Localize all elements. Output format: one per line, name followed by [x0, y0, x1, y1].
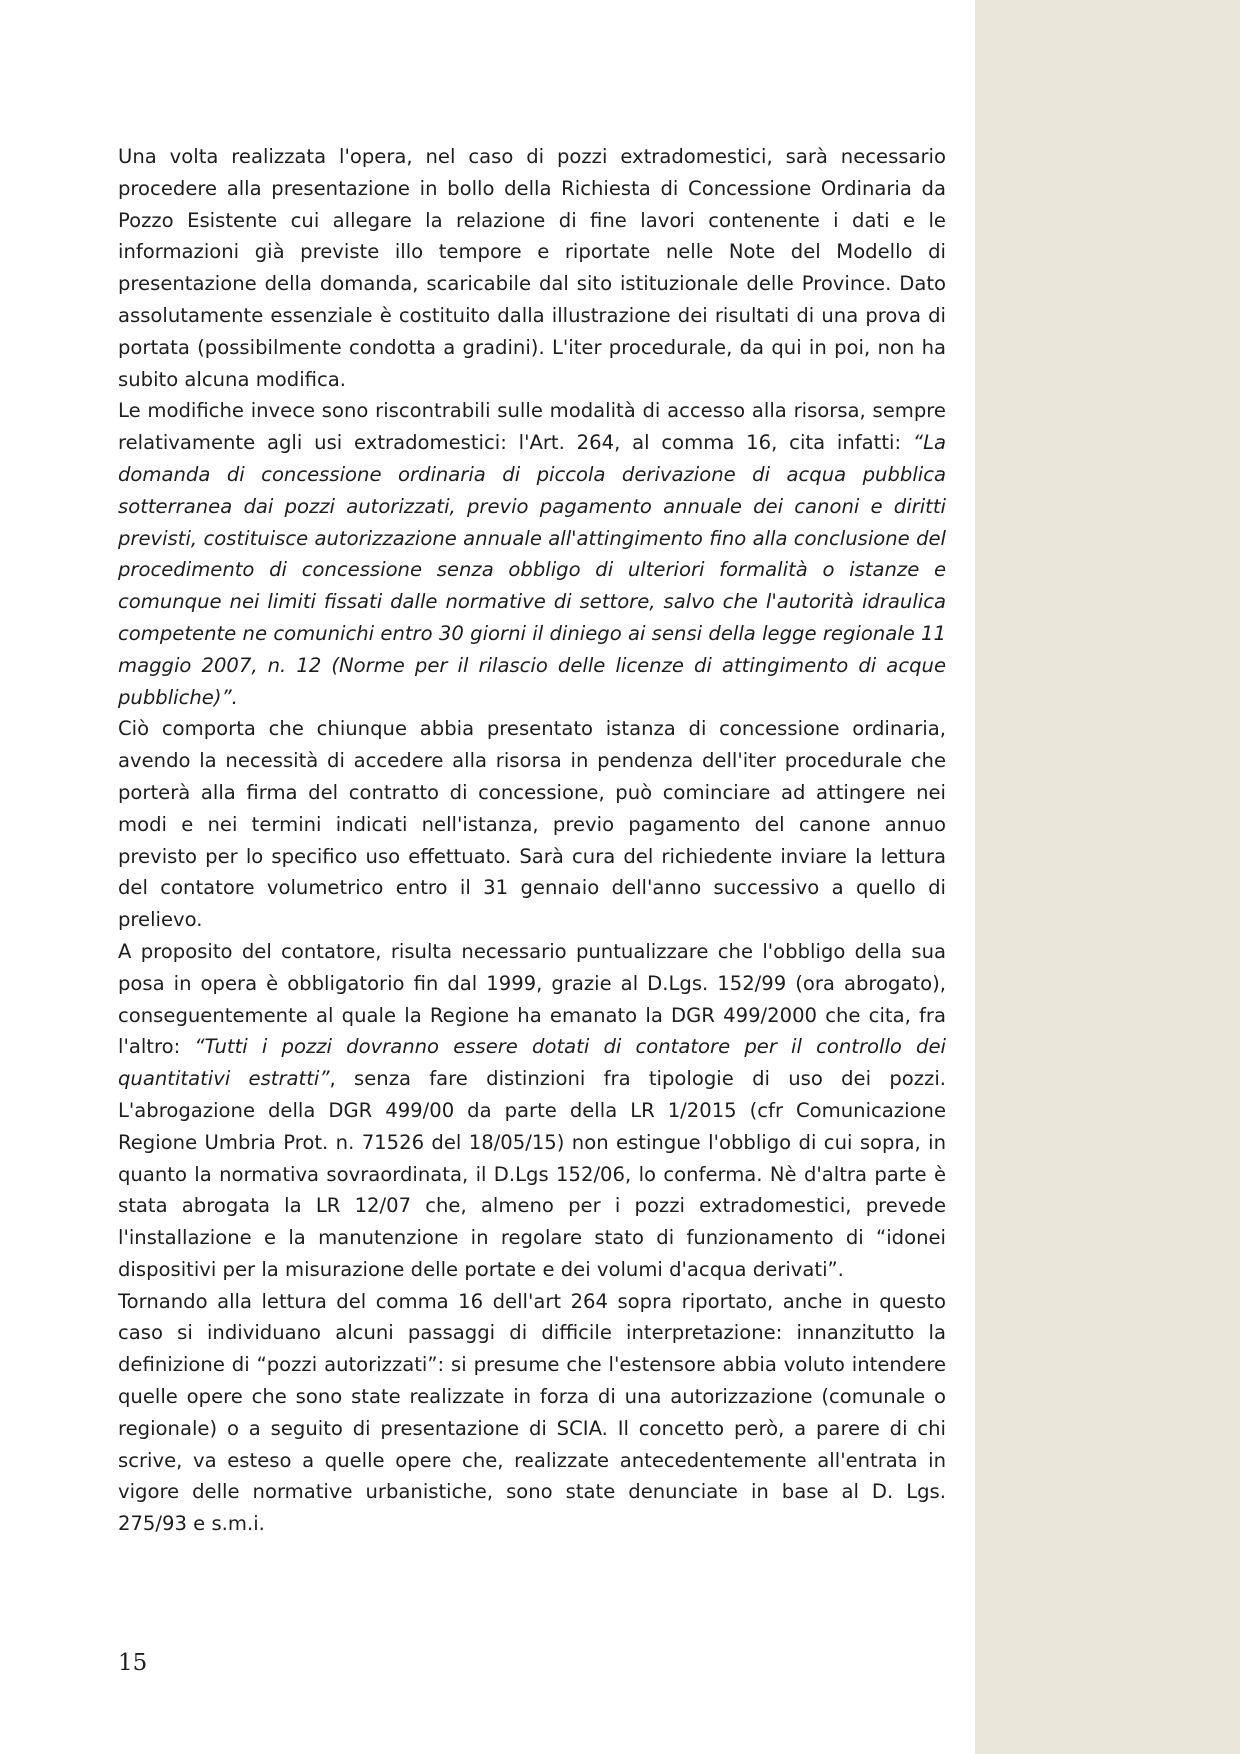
paragraph-2: Le modifiche invece sono riscontrabili sulle modalità di accesso alla risorsa, sempre relativamente agli usi extradomestici: l'Art. 264, al comma 16, cita infatti: “La domanda di concessione ordinaria di piccola derivazione di acqua pubblica sotterranea dai pozzi autorizzati, previo pagamento annuale dei canoni e diritti previsti, costituisce autorizzazione annuale all'attingimento fino alla conclusione del procedimento di concessione senza obbligo di ulteriori formalità o istanze e comunque nei limiti fissati dalle normative di settore, salvo che l'autorità idraulica competente ne comunichi entro 30 giorni il diniego ai sensi della legge regionale 11 maggio 2007, n. 12 (Norme per il rilascio delle licenze di attingimento di acque pubbliche)”. — [118, 399, 946, 709]
page-number: 15 — [118, 1650, 148, 1676]
paragraph-4: A proposito del contatore, risulta necessario puntualizzare che l'obbligo della sua posa in opera è obbligatorio fin dal 1999, grazie al D.Lgs. 152/99 (ora abrogato), conseguentemente al quale la Regione ha emanato la DGR 499/2000 che cita, fra l'altro: “Tutti i pozzi dovranno essere dotati di contatore per il controllo dei quantitativi estratti”, senza fare distinzioni fra tipologie di uso dei pozzi. L'abrogazione della DGR 499/00 da parte della LR 1/2015 (cfr Comunicazione Regione Umbria Prot. n. 71526 del 18/05/15) non estingue l'obbligo di cui sopra, in quanto la normativa sovraordinata, il D.Lgs 152/06, lo conferma. Nè d'altra parte è stata abrogata la LR 12/07 che, almeno per i pozzi extradomestici, prevede l'installazione e la manutenzione in regolare stato di funzionamento di “idonei dispositivi per la misurazione delle portate e dei volumi d'acqua derivati”. — [118, 939, 946, 1281]
document-body — [118, 141, 946, 1540]
paragraph-3: Ciò comporta che chiunque abbia presentato istanza di concessione ordinaria, avendo la necessità di accedere alla risorsa in pendenza dell'iter procedurale che porterà alla firma del contratto di concessione, può cominciare ad attingere nei modi e nei termini indicati nell'istanza, previo pagamento del canone annuo previsto per lo specifico uso effettuato. Sarà cura del richiedente inviare la lettura del contatore volumetrico entro il 31 gennaio dell'anno successivo a quello di prelievo. — [118, 717, 946, 932]
paragraph-5: Tornando alla lettura del comma 16 dell'art 264 sopra riportato, anche in questo caso si individuano alcuni passaggi di difficile interpretazione: innanzitutto la definizione di “pozzi autorizzati”: si presume che l'estensore abbia voluto intendere quelle opere che sono state realizzate in forza di una autorizzazione (comunale o regionale) o a seguito di presentazione di SCIA. Il concetto però, a parere di chi scrive, va esteso a quelle opere che, realizzate antecedentemente all'entrata in vigore delle normative urbanistiche, sono state denunciate in base al D. Lgs. 275/93 e s.m.i. — [118, 1289, 946, 1536]
paragraph-1: Una volta realizzata l'opera, nel caso di pozzi extradomestici, sarà necessario procedere alla presentazione in bollo della Richiesta di Concessione Ordinaria da Pozzo Esistente cui allegare la relazione di fine lavori contenente i dati e le informazioni già previste illo tempore e riportate nelle Note del Modello di presentazione della domanda, scaricabile dal sito istituzionale delle Province. Dato assolutamente essenziale è costituito dalla illustrazione dei risultati di una prova di portata (possibilmente condotta a gradini). L'iter procedurale, da qui in poi, non ha subito alcuna modifica. — [118, 145, 946, 391]
quote-art-264: “La domanda di concessione ordinaria di piccola derivazione di acqua pubblica sotterranea dai pozzi autorizzati, previo pagamento annuale dei canoni e diritti previsti, costituisce autorizzazione annuale all'attingimento fino alla conclusione del procedimento di concessione senza obbligo di ulteriori formalità o istanze e comunque nei limiti fissati dalle normative di settore, salvo che l'autorità idraulica competente ne comunichi entro 30 giorni il diniego ai sensi della legge regionale 11 maggio 2007, n. 12 (Norme per il rilascio delle licenze di attingimento di acque pubbliche)”. — [118, 431, 946, 709]
side-band — [975, 0, 1240, 1754]
quote-dgr-499: “Tutti i pozzi dovranno essere dotati di contatore per il controllo dei quantitativi estratti” — [118, 1035, 946, 1091]
